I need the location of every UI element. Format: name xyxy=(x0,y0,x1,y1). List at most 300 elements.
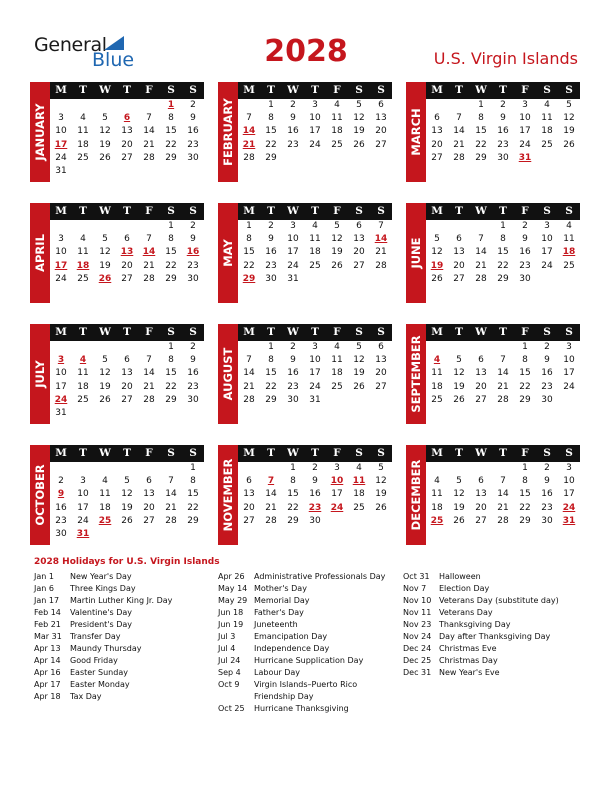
day-cell: 28 xyxy=(243,152,255,163)
weekday-label: T xyxy=(267,326,275,338)
holiday-name: Administrative Professionals Day xyxy=(254,572,386,581)
holiday-name: Easter Monday xyxy=(70,680,130,689)
weekday-label: F xyxy=(333,205,341,217)
holiday-name: Labour Day xyxy=(254,668,301,677)
day-cell: 12 xyxy=(331,234,343,245)
day-cell: 28 xyxy=(243,394,255,405)
day-cell: 6 xyxy=(124,355,130,366)
weekday-label: M xyxy=(55,84,67,96)
holiday-day-cell: 10 xyxy=(330,476,344,487)
day-cell: 22 xyxy=(265,381,277,392)
month-band xyxy=(406,324,426,424)
weekday-label: S xyxy=(377,326,385,338)
day-cell: 18 xyxy=(353,489,365,500)
day-cell: 1 xyxy=(500,221,506,231)
weekday-label: S xyxy=(565,447,573,459)
day-cell: 20 xyxy=(353,247,365,258)
day-cell: 18 xyxy=(77,381,89,392)
day-cell: 16 xyxy=(187,126,199,137)
day-cell: 19 xyxy=(99,260,111,271)
day-cell: 21 xyxy=(265,502,277,513)
day-cell: 2 xyxy=(190,221,196,231)
holiday-date: Sep 4 xyxy=(218,668,241,677)
holiday-item xyxy=(34,619,234,631)
day-cell: 9 xyxy=(268,234,274,245)
weekday-label: M xyxy=(243,447,255,459)
holiday-day-cell: 6 xyxy=(123,113,131,124)
day-cell: 24 xyxy=(563,381,575,392)
holiday-day-cell: 4 xyxy=(79,355,87,366)
month-june xyxy=(406,203,580,303)
day-cell: 7 xyxy=(500,476,506,487)
day-cell: 15 xyxy=(287,489,299,500)
day-cell: 16 xyxy=(541,368,553,379)
holiday-day-cell: 23 xyxy=(308,502,322,513)
weekday-label: S xyxy=(565,84,573,96)
month-july xyxy=(30,324,204,424)
day-cell: 15 xyxy=(265,368,277,379)
holiday-date: May 29 xyxy=(218,596,248,605)
holiday-day-cell: 9 xyxy=(57,489,65,500)
day-cell: 5 xyxy=(434,234,440,245)
weekday-label: F xyxy=(333,84,341,96)
day-cell: 9 xyxy=(522,234,528,245)
holiday-date: Apr 13 xyxy=(34,644,61,653)
weekday-label: S xyxy=(167,205,175,217)
weekday-label: F xyxy=(521,447,529,459)
day-cell: 23 xyxy=(287,381,299,392)
holiday-item xyxy=(218,583,418,595)
day-cell: 10 xyxy=(563,355,575,366)
weekday-label: T xyxy=(499,205,507,217)
day-cell: 26 xyxy=(453,394,465,405)
holiday-name: Virgin Islands–Puerto Rico xyxy=(254,680,358,689)
day-cell: 16 xyxy=(287,368,299,379)
day-cell: 4 xyxy=(334,342,340,352)
holiday-name: Halloween xyxy=(439,572,481,581)
day-cell: 8 xyxy=(190,476,196,487)
day-cell: 9 xyxy=(544,476,550,487)
weekday-label: S xyxy=(189,84,197,96)
holiday-day-cell: 17 xyxy=(54,139,68,150)
weekday-label: S xyxy=(189,447,197,459)
day-cell: 27 xyxy=(475,394,487,405)
holiday-item xyxy=(218,691,418,703)
day-cell: 4 xyxy=(566,221,572,231)
day-cell: 6 xyxy=(246,476,252,487)
day-cell: 18 xyxy=(99,502,111,513)
day-cell: 16 xyxy=(497,126,509,137)
day-cell: 26 xyxy=(99,152,111,163)
weekday-label: T xyxy=(123,84,131,96)
month-february xyxy=(218,82,392,182)
holiday-item xyxy=(34,583,234,595)
day-cell: 10 xyxy=(309,113,321,124)
weekday-label: T xyxy=(455,447,463,459)
holiday-day-cell: 24 xyxy=(330,502,344,513)
day-cell: 17 xyxy=(563,489,575,500)
day-cell: 15 xyxy=(165,126,177,137)
day-cell: 25 xyxy=(77,394,89,405)
day-cell: 12 xyxy=(431,247,443,258)
weekday-label: W xyxy=(287,84,299,96)
day-cell: 5 xyxy=(124,476,130,487)
day-cell: 7 xyxy=(456,113,462,124)
weekday-label: S xyxy=(543,447,551,459)
day-cell: 11 xyxy=(541,113,553,124)
day-cell: 3 xyxy=(58,234,64,245)
day-cell: 28 xyxy=(375,260,387,271)
day-cell: 5 xyxy=(102,355,108,366)
day-cell: 4 xyxy=(334,100,340,110)
weekday-label: T xyxy=(123,205,131,217)
day-cell: 9 xyxy=(544,355,550,366)
day-cell: 1 xyxy=(290,463,296,473)
day-cell: 24 xyxy=(55,152,67,163)
weekday-label: W xyxy=(99,205,111,217)
month-band xyxy=(30,324,50,424)
day-cell: 30 xyxy=(541,515,553,526)
month-april xyxy=(30,203,204,303)
holiday-name: Easter Sunday xyxy=(70,668,128,677)
weekday-label: T xyxy=(79,326,87,338)
weekday-label: M xyxy=(431,84,443,96)
day-cell: 19 xyxy=(375,489,387,500)
holiday-item xyxy=(34,643,234,655)
weekday-label: S xyxy=(543,326,551,338)
day-cell: 9 xyxy=(500,113,506,124)
weekday-label: M xyxy=(431,205,443,217)
day-cell: 5 xyxy=(102,234,108,245)
weekday-label: S xyxy=(565,205,573,217)
weekday-label: W xyxy=(475,84,487,96)
holiday-name: Mother's Day xyxy=(254,584,307,593)
day-cell: 8 xyxy=(168,355,174,366)
weekday-label: W xyxy=(287,205,299,217)
weekday-header xyxy=(426,203,580,220)
day-cell: 22 xyxy=(519,381,531,392)
day-cell: 13 xyxy=(143,489,155,500)
weekday-label: W xyxy=(475,326,487,338)
day-cell: 3 xyxy=(566,342,572,352)
weekday-label: F xyxy=(145,326,153,338)
holiday-name: Three Kings Day xyxy=(70,584,136,593)
day-cell: 3 xyxy=(58,113,64,124)
holiday-item xyxy=(218,667,418,679)
day-cell: 13 xyxy=(453,247,465,258)
weekday-label: S xyxy=(355,84,363,96)
day-cell: 31 xyxy=(287,273,299,284)
day-cell: 17 xyxy=(287,247,299,258)
holiday-item xyxy=(403,631,603,643)
day-cell: 10 xyxy=(55,126,67,137)
day-cell: 11 xyxy=(431,489,443,500)
holiday-day-cell: 18 xyxy=(562,247,576,258)
day-cell: 13 xyxy=(121,126,133,137)
day-cell: 20 xyxy=(121,260,133,271)
day-cell: 17 xyxy=(541,247,553,258)
day-cell: 7 xyxy=(246,355,252,366)
day-cell: 3 xyxy=(544,221,550,231)
day-cell: 10 xyxy=(563,476,575,487)
holiday-item xyxy=(34,655,234,667)
day-cell: 8 xyxy=(168,113,174,124)
day-cell: 7 xyxy=(478,234,484,245)
day-cell: 22 xyxy=(265,139,277,150)
day-cell: 9 xyxy=(290,355,296,366)
day-cell: 10 xyxy=(519,113,531,124)
day-cell: 18 xyxy=(331,126,343,137)
holiday-day-cell: 31 xyxy=(518,152,532,163)
day-cell: 5 xyxy=(356,100,362,110)
weekday-label: F xyxy=(333,326,341,338)
day-cell: 12 xyxy=(375,476,387,487)
month-name: DECEMBER xyxy=(409,459,423,531)
month-name: AUGUST xyxy=(221,347,235,401)
logo-text-blue: Blue xyxy=(92,49,135,71)
day-cell: 26 xyxy=(563,139,575,150)
day-cell: 28 xyxy=(453,152,465,163)
day-cell: 18 xyxy=(309,247,321,258)
day-cell: 31 xyxy=(55,408,67,418)
day-cell: 23 xyxy=(497,139,509,150)
weekday-label: S xyxy=(543,205,551,217)
holiday-item xyxy=(34,607,234,619)
holiday-date: Nov 23 xyxy=(403,620,432,629)
day-cell: 2 xyxy=(544,342,550,352)
day-cell: 30 xyxy=(187,152,199,163)
day-cell: 15 xyxy=(519,368,531,379)
day-cell: 30 xyxy=(187,273,199,284)
day-cell: 25 xyxy=(431,394,443,405)
day-cell: 3 xyxy=(312,100,318,110)
weekday-label: W xyxy=(99,84,111,96)
month-name: JANUARY xyxy=(33,103,47,161)
holiday-name: Good Friday xyxy=(70,656,118,665)
day-cell: 13 xyxy=(121,368,133,379)
holiday-date: Oct 25 xyxy=(218,704,245,713)
holiday-column xyxy=(34,571,234,703)
day-cell: 29 xyxy=(287,515,299,526)
holiday-day-cell: 11 xyxy=(352,476,366,487)
holiday-item xyxy=(403,619,603,631)
day-cell: 6 xyxy=(378,100,384,110)
day-cell: 5 xyxy=(334,221,340,231)
holiday-name: Day after Thanksgiving Day xyxy=(439,632,551,641)
day-cell: 16 xyxy=(519,247,531,258)
day-cell: 23 xyxy=(187,381,199,392)
weekday-header xyxy=(426,324,580,341)
holiday-day-cell: 1 xyxy=(167,100,175,110)
day-cell: 7 xyxy=(168,476,174,487)
day-cell: 19 xyxy=(353,126,365,137)
day-cell: 24 xyxy=(541,260,553,271)
weekday-label: W xyxy=(99,326,111,338)
day-cell: 26 xyxy=(353,139,365,150)
holiday-name: Tax Day xyxy=(70,692,102,701)
day-cell: 17 xyxy=(77,502,89,513)
day-cell: 8 xyxy=(168,234,174,245)
holiday-item xyxy=(403,571,603,583)
day-cell: 7 xyxy=(146,113,152,124)
day-cell: 29 xyxy=(519,394,531,405)
day-cell: 30 xyxy=(187,394,199,405)
day-cell: 2 xyxy=(290,100,296,110)
day-cell: 4 xyxy=(80,113,86,124)
day-cell: 19 xyxy=(99,139,111,150)
day-cell: 1 xyxy=(246,221,252,231)
day-cell: 26 xyxy=(431,273,443,284)
day-cell: 6 xyxy=(378,342,384,352)
day-cell: 26 xyxy=(353,381,365,392)
day-cell: 25 xyxy=(331,139,343,150)
month-march xyxy=(406,82,580,182)
weekday-label: T xyxy=(123,447,131,459)
holiday-item xyxy=(403,667,603,679)
day-cell: 1 xyxy=(522,463,528,473)
day-cell: 12 xyxy=(99,126,111,137)
holiday-date: Jan 1 xyxy=(34,572,54,581)
weekday-label: F xyxy=(145,84,153,96)
day-cell: 6 xyxy=(478,355,484,366)
weekday-label: W xyxy=(287,326,299,338)
holiday-name: Father's Day xyxy=(254,608,304,617)
weekday-label: T xyxy=(79,84,87,96)
weekday-label: S xyxy=(189,205,197,217)
day-cell: 10 xyxy=(55,247,67,258)
holiday-date: Nov 11 xyxy=(403,608,432,617)
day-cell: 27 xyxy=(353,260,365,271)
weekday-label: T xyxy=(267,84,275,96)
weekday-label: W xyxy=(99,447,111,459)
weekday-label: T xyxy=(455,205,463,217)
day-cell: 12 xyxy=(453,368,465,379)
holiday-name: New Year's Day xyxy=(70,572,132,581)
holiday-item xyxy=(34,667,234,679)
holiday-item xyxy=(218,619,418,631)
day-cell: 28 xyxy=(475,273,487,284)
day-cell: 8 xyxy=(500,234,506,245)
day-cell: 16 xyxy=(541,489,553,500)
day-cell: 7 xyxy=(246,113,252,124)
day-cell: 13 xyxy=(375,113,387,124)
day-cell: 20 xyxy=(243,502,255,513)
day-cell: 13 xyxy=(431,126,443,137)
day-cell: 29 xyxy=(519,515,531,526)
month-band xyxy=(30,445,50,545)
day-cell: 15 xyxy=(187,489,199,500)
weekday-label: M xyxy=(243,84,255,96)
holiday-date: Jul 24 xyxy=(218,656,241,665)
day-cell: 12 xyxy=(453,489,465,500)
day-cell: 26 xyxy=(453,515,465,526)
month-may xyxy=(218,203,392,303)
holiday-item xyxy=(34,571,234,583)
day-cell: 23 xyxy=(265,260,277,271)
day-cell: 30 xyxy=(265,273,277,284)
holiday-name: New Year's Eve xyxy=(439,668,500,677)
day-cell: 26 xyxy=(121,515,133,526)
day-cell: 3 xyxy=(312,342,318,352)
day-cell: 5 xyxy=(456,476,462,487)
logo-text-general: General xyxy=(34,34,107,56)
day-cell: 22 xyxy=(165,260,177,271)
day-cell: 20 xyxy=(143,502,155,513)
day-cell: 27 xyxy=(121,273,133,284)
weekday-label: T xyxy=(267,447,275,459)
day-cell: 19 xyxy=(121,502,133,513)
day-cell: 14 xyxy=(453,126,465,137)
day-cell: 3 xyxy=(522,100,528,110)
holiday-day-cell: 24 xyxy=(54,394,68,405)
weekday-label: M xyxy=(431,447,443,459)
weekday-label: T xyxy=(311,84,319,96)
day-cell: 22 xyxy=(165,139,177,150)
holiday-date: Jun 18 xyxy=(218,608,244,617)
holiday-item xyxy=(403,595,603,607)
day-cell: 11 xyxy=(331,113,343,124)
day-cell: 1 xyxy=(168,342,174,352)
month-band xyxy=(406,445,426,545)
month-september xyxy=(406,324,580,424)
day-cell: 7 xyxy=(146,234,152,245)
month-december xyxy=(406,445,580,545)
day-cell: 22 xyxy=(519,502,531,513)
weekday-label: M xyxy=(55,205,67,217)
holiday-day-cell: 18 xyxy=(76,260,90,271)
day-cell: 25 xyxy=(309,260,321,271)
day-cell: 2 xyxy=(290,342,296,352)
day-cell: 22 xyxy=(165,381,177,392)
day-cell: 28 xyxy=(143,152,155,163)
holiday-date: Oct 31 xyxy=(403,572,430,581)
day-cell: 30 xyxy=(309,515,321,526)
holiday-name: President's Day xyxy=(70,620,133,629)
day-cell: 6 xyxy=(478,476,484,487)
day-cell: 31 xyxy=(309,394,321,405)
holiday-date: Jan 17 xyxy=(34,596,60,605)
day-cell: 2 xyxy=(190,342,196,352)
weekday-label: T xyxy=(123,326,131,338)
day-cell: 22 xyxy=(187,502,199,513)
holiday-date: Nov 24 xyxy=(403,632,432,641)
day-cell: 12 xyxy=(353,113,365,124)
day-cell: 8 xyxy=(522,476,528,487)
day-cell: 14 xyxy=(143,126,155,137)
day-cell: 21 xyxy=(475,260,487,271)
day-cell: 14 xyxy=(265,489,277,500)
weekday-header xyxy=(238,82,392,99)
holiday-item xyxy=(34,595,234,607)
holiday-day-cell: 13 xyxy=(120,247,134,258)
holiday-item xyxy=(34,679,234,691)
day-cell: 24 xyxy=(77,515,89,526)
day-cell: 14 xyxy=(165,489,177,500)
day-cell: 20 xyxy=(375,368,387,379)
day-cell: 22 xyxy=(475,139,487,150)
month-name: APRIL xyxy=(33,234,47,272)
holiday-date: Dec 25 xyxy=(403,656,432,665)
weekday-label: F xyxy=(145,447,153,459)
day-cell: 6 xyxy=(124,234,130,245)
day-cell: 30 xyxy=(55,529,67,539)
day-cell: 11 xyxy=(563,234,575,245)
day-cell: 11 xyxy=(77,126,89,137)
weekday-header xyxy=(238,203,392,220)
weekday-label: T xyxy=(499,447,507,459)
holiday-day-cell: 7 xyxy=(267,476,275,487)
weekday-label: T xyxy=(311,205,319,217)
